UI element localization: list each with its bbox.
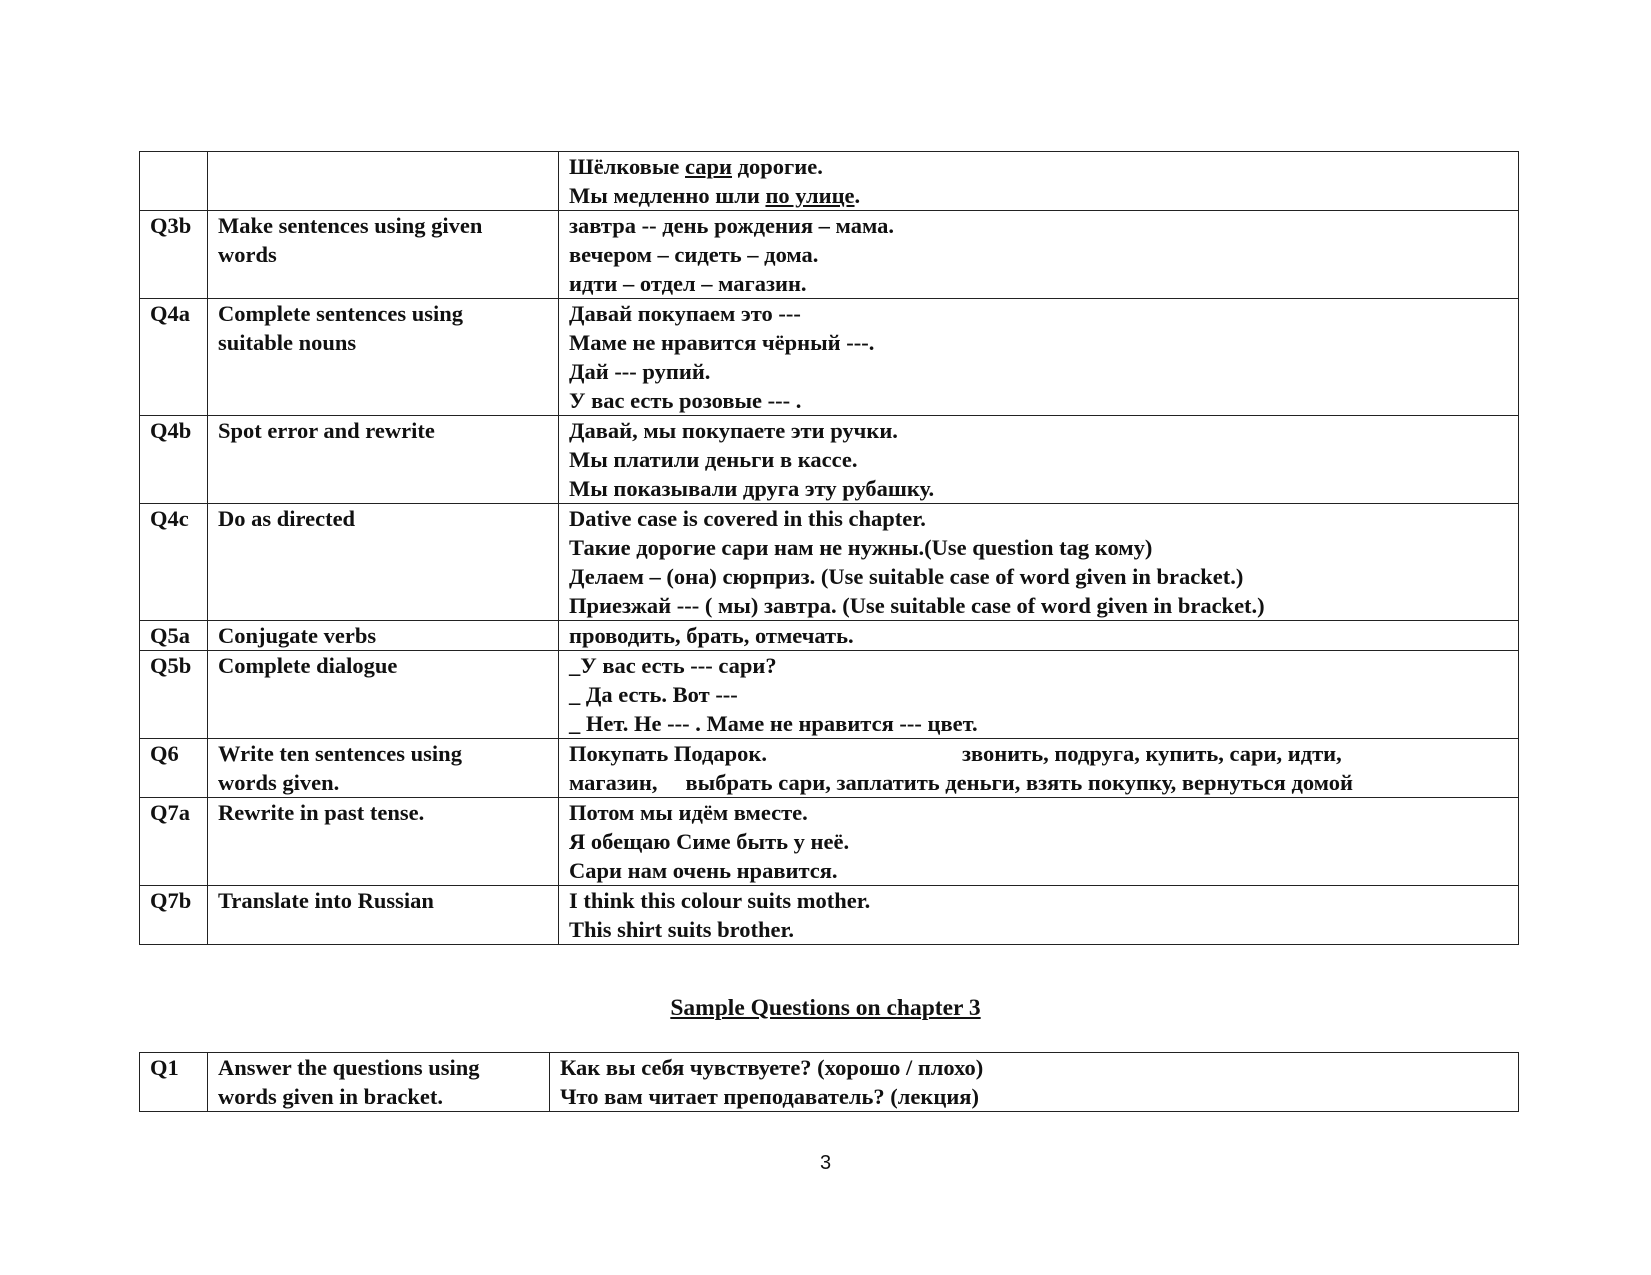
task-cell: Answer the questions using words given in bracket. xyxy=(208,1053,550,1112)
page-number: 3 xyxy=(819,1152,832,1174)
task-cell: Make sentences using given words xyxy=(208,211,559,299)
table-row xyxy=(140,152,1519,211)
table-row xyxy=(140,886,1519,945)
table-row xyxy=(140,621,1519,651)
question-id-cell: Q4b xyxy=(140,416,208,504)
questions-table xyxy=(139,151,1519,945)
task-cell: Translate into Russian xyxy=(208,886,559,945)
question-id-cell: Q5b xyxy=(140,651,208,739)
task-cell xyxy=(208,152,559,211)
content-line: Покупать Подарок. звонить, подруга, купить, сари, идти, xyxy=(569,741,1342,766)
question-id-cell: Q7a xyxy=(140,798,208,886)
task-cell: Complete dialogue xyxy=(208,651,559,739)
chapter3-questions-table xyxy=(139,1052,1519,1112)
table-row xyxy=(140,1053,1519,1112)
table-row xyxy=(140,651,1519,739)
table-row xyxy=(140,798,1519,886)
content-cell xyxy=(559,152,1519,211)
question-id-cell: Q4c xyxy=(140,504,208,621)
content-cell xyxy=(559,739,1519,798)
question-id-cell xyxy=(140,152,208,211)
question-id-cell: Q1 xyxy=(140,1053,208,1112)
content-cell: проводить, брать, отмечать. xyxy=(559,621,1519,651)
content-cell: Потом мы идём вместе. Я обещаю Симе быть у неё. Сари нам очень нравится. xyxy=(559,798,1519,886)
table-row xyxy=(140,416,1519,504)
content-cell: _У вас есть --- сари? _ Да есть. Вот --- _ Нет. Не --- . Маме не нравится --- цвет. xyxy=(559,651,1519,739)
section-heading: Sample Questions on chapter 3 xyxy=(670,995,981,1021)
task-cell: Rewrite in past tense. xyxy=(208,798,559,886)
task-cell: Do as directed xyxy=(208,504,559,621)
content-line: Мы медленно шли по улице. xyxy=(569,183,861,208)
question-id-cell: Q4a xyxy=(140,299,208,416)
task-cell: Conjugate verbs xyxy=(208,621,559,651)
question-id-cell: Q3b xyxy=(140,211,208,299)
table-row xyxy=(140,739,1519,798)
content-line: Шёлковые сари дорогие. xyxy=(569,154,823,179)
question-id-cell: Q5a xyxy=(140,621,208,651)
content-cell: Давай покупаем это --- Маме не нравится чёрный ---. Дай --- рупий. У вас есть розовые --- . xyxy=(559,299,1519,416)
content-cell: Давай, мы покупаете эти ручки. Мы платили деньги в кассе. Мы показывали друга эту рубашку. xyxy=(559,416,1519,504)
content-line: магазин, выбрать сари, заплатить деньги, взять покупку, вернуться домой xyxy=(569,770,1353,795)
question-id-cell: Q6 xyxy=(140,739,208,798)
task-cell: Spot error and rewrite xyxy=(208,416,559,504)
table-row xyxy=(140,211,1519,299)
table-row xyxy=(140,504,1519,621)
content-cell: завтра -- день рождения – мама. вечером – сидеть – дома. идти – отдел – магазин. xyxy=(559,211,1519,299)
task-cell: Complete sentences using suitable nouns xyxy=(208,299,559,416)
task-cell: Write ten sentences using words given. xyxy=(208,739,559,798)
table-row xyxy=(140,299,1519,416)
content-cell: I think this colour suits mother. This shirt suits brother. xyxy=(559,886,1519,945)
question-id-cell: Q7b xyxy=(140,886,208,945)
content-cell: Как вы себя чувствуете? (хорошо / плохо) Что вам читает преподаватель? (лекция) xyxy=(550,1053,1519,1112)
content-cell: Dative case is covered in this chapter. Такие дорогие сари нам не нужны.(Use question tag кому) Делаем – (она) сюрприз. (Use suitable case of word given in bracket.) Приезжай --- ( мы) завтра. (Use suitable case of word given in bracket.) xyxy=(559,504,1519,621)
